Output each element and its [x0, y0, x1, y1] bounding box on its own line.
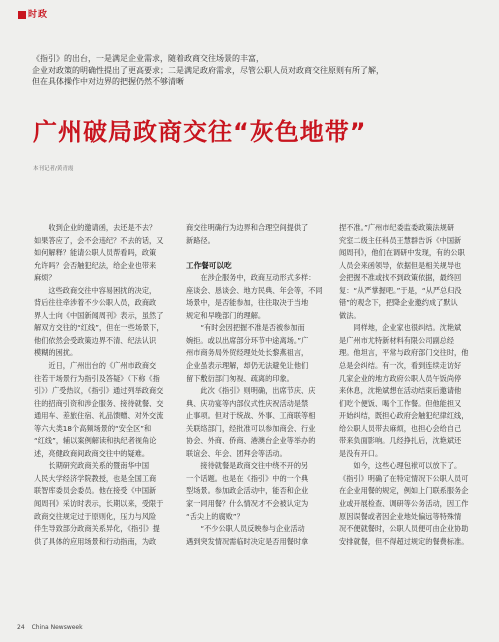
text-line: 况不便就餐时，公职人员便可由企业协助 — [339, 524, 469, 534]
text-line: 述，亮健政商间政商交往中的疑难。 — [34, 448, 150, 458]
text-line: 如今，这些心理包袱可以放下了。 — [339, 461, 462, 471]
text-line: 联谊会、年会、团拜会等活动。 — [186, 448, 287, 458]
text-line: 型场景。参加政企活动中，能否和企业 — [186, 486, 309, 496]
text-line: 止事项。但对于统战、外事、工商联等相 — [186, 411, 316, 421]
page-number: 24 — [17, 624, 25, 631]
text-line: 这些政商交往中容易困扰的决定， — [34, 285, 157, 295]
text-line: 如果答应了，会不会违纪？不去的话，又 — [34, 235, 164, 245]
text-line: 通用车、差旅住宿、礼品馈赠、对外交流 — [34, 411, 164, 421]
text-line: 同样地，企业家也很纠结。沈艳斌 — [339, 323, 462, 333]
text-line: 在企业用餐的规定，例如上门联系服务企 — [339, 486, 469, 496]
text-line: 供了具体的应用场景和行动指南，为政 — [34, 536, 157, 546]
text-line: “舌尖上的腐败”？ — [186, 511, 244, 521]
article-title: 广州破局政商交往“灰色地带” — [33, 118, 367, 146]
text-line: 界人士向《中国新闻周刊》表示，虽然了 — [34, 310, 164, 320]
text-line: 是广州市尤特新材料有限公司副总经 — [339, 335, 455, 345]
text-line: 麻烦？ — [34, 273, 56, 283]
text-line: 场景中，是否能参加，往往取决于当地 — [186, 298, 309, 308]
byline: 本刊记者/黄青霞 — [33, 166, 74, 172]
text-line: 近日，广州出台的《广州市政商交 — [34, 361, 157, 371]
text-line: 允许吗？会否触犯纪法，给企业也带来 — [34, 260, 157, 270]
text-line: 错”的观念下，把降企业邀约成了默认 — [339, 298, 458, 308]
article-column-1 — [34, 222, 172, 548]
section-tag — [18, 9, 48, 21]
section-label: 时政 — [28, 10, 49, 20]
text-line: 人民大学经济学院教授，也是全国工商 — [34, 473, 157, 483]
text-line: 在涉企服务中，政商互动形式多样： — [186, 273, 316, 283]
text-line: 闻周刊》采访时表示，长期以来，受限于 — [34, 499, 164, 509]
text-line: 究室二级主任科员王慧群告诉《中国新 — [339, 235, 462, 245]
article-column-2 — [186, 222, 322, 548]
lead-line: 但在具体操作中对边界的把握仍然不够清晰 — [32, 77, 184, 86]
text-line — [186, 247, 322, 260]
text-line: 伴生导致部分政商关系异化，《指引》提 — [34, 524, 160, 534]
text-line: 等六大类18个高频场景的“安全区”和 — [34, 423, 152, 433]
text-line: 捏不准。”广州市纪委监委政策法规研 — [339, 223, 455, 232]
text-line: 来休息，沈艳斌想在活动结束后邀请他 — [339, 386, 462, 396]
text-line: 遇到突发情况需临时决定是否用餐时拿 — [186, 536, 309, 546]
text-line: “红线”，辅以案例解读和执纪者视角论 — [34, 436, 157, 446]
section-marker — [18, 11, 26, 19]
text-line: “有时会因把握不准是否被参加而 — [186, 323, 305, 333]
article-column-3 — [339, 222, 479, 548]
text-line: 协会、外商、侨商、港澳台企业等举办的 — [186, 436, 316, 446]
text-line: 原因误餐或者因企业地处偏远等特殊情 — [339, 511, 462, 521]
text-line: 总是会纠结。有一次，看到连续走访好 — [339, 361, 462, 371]
lead-line: 企业对政策的明确性提出了更高要求；二是满足政府需求，尽管公职人员对政商交往原则有所了解， — [32, 65, 384, 75]
text-line: 开始纠结，既担心政府会触犯纪律红线， — [339, 411, 469, 421]
text-line: 引》）广受热议，《指引》通过列举政商交 — [34, 386, 164, 396]
text-line: 几家企业的地方政府公职人员午饭尚停 — [339, 373, 462, 383]
lead-line: 《指引》的出台，一是满足企业需求，随着政商交往场景的丰富， — [32, 54, 264, 63]
text-line: 新路径。 — [186, 235, 215, 245]
text-line: 解双方交往的“红线”，但在一些场景下， — [34, 323, 164, 333]
text-line: 家一同用餐？什么情况才不会被认定为 — [186, 499, 309, 509]
text-line: 们吃个便饭、喝个工作餐。但他能担又 — [339, 398, 462, 408]
text-line: 商交往明确行为边界和合理空间提供了 — [186, 223, 309, 232]
text-line: 此次《指引》则明确，出席节庆、庆 — [186, 386, 316, 396]
text-line: 如何解释？能请公职人员帮看吗，政策 — [34, 248, 157, 258]
text-line: “不少公职人员反映参与企业活动 — [186, 524, 305, 534]
text-line: 长期研究政商关系的暨南华中国 — [34, 461, 150, 471]
text-line: 关联络部门，经批准可以参加商会、行业 — [186, 423, 316, 433]
text-line: 业或开展检查、调研等公务活动，因工作 — [339, 499, 469, 509]
text-line: 规定和早晚部门的理解。 — [186, 310, 266, 320]
text-line: 人员会来函领导，依据但是相关规导也 — [339, 260, 462, 270]
text-line: 模糊的困扰。 — [34, 348, 78, 358]
subheading: 工作餐可以吃 — [186, 260, 232, 270]
text-line: 背后往往牵涉着不少公职人员，政商政 — [34, 298, 157, 308]
text-line: 联智库委员会委员。他在接受《中国新 — [34, 486, 157, 496]
text-line: 是没有开口。 — [339, 448, 383, 458]
text-line: 收到企业的邀请函，去还是不去？ — [34, 223, 157, 232]
text-line: 政商交往规定过于原则化，压力与风险 — [34, 511, 157, 521]
text-line: 带来负面影响。几经挣扎后，沈艳斌还 — [339, 436, 462, 446]
text-line: 给公职人员带去麻烦，也担心会给自己 — [339, 423, 462, 433]
text-line: 典、庆功宴等内部仪式性庆祝活动是禁 — [186, 398, 309, 408]
page-footer — [17, 624, 83, 631]
text-line: 州市商务局外贸经理处处长黎燕祖言， — [186, 348, 309, 358]
text-line: 闻周刊》，他们在调研中发现，有的公职 — [339, 248, 465, 258]
text-line: 会把握不准或找不到政策依据，最终回 — [339, 273, 462, 283]
text-line: 安排就餐，但不得超过规定的餐费标准。 — [339, 536, 469, 546]
text-line: 往若干场景行为指引及答疑》（下称《指 — [34, 373, 160, 383]
text-line: 婉拒。或以出席部分环节中途离场。”广 — [186, 335, 309, 345]
text-line: 往的招商引资和涉企服务、接待就餐、交 — [34, 398, 164, 408]
text-line: 他们依然会受政策边界不清、纪法认识 — [34, 335, 157, 345]
text-line: 一个话题。也是在《指引》中的一个典 — [186, 473, 309, 483]
text-line: 企业虽表示理解，却仍无法避免让他们 — [186, 361, 309, 371]
text-line: 接待就餐是政商交往中绕不开的另 — [186, 461, 309, 471]
text-line: 复：“从严掌握吧。”于是，“从严总归没 — [339, 285, 462, 295]
text-line: 理。他坦言，平常与政府部门交往时，他 — [339, 348, 469, 358]
text-line: 做法。 — [339, 310, 361, 320]
text-line: 《指引》明确了在特定情况下公职人员可 — [339, 473, 469, 483]
text-line: 座谈会、恳谈会、地方民典、年会等，不同 — [186, 285, 323, 295]
publication-name: China Newsweek — [31, 624, 83, 631]
lead-paragraph — [32, 53, 482, 88]
text-line: 留下敷衍部门匆视、疏离的印象。 — [186, 373, 294, 383]
